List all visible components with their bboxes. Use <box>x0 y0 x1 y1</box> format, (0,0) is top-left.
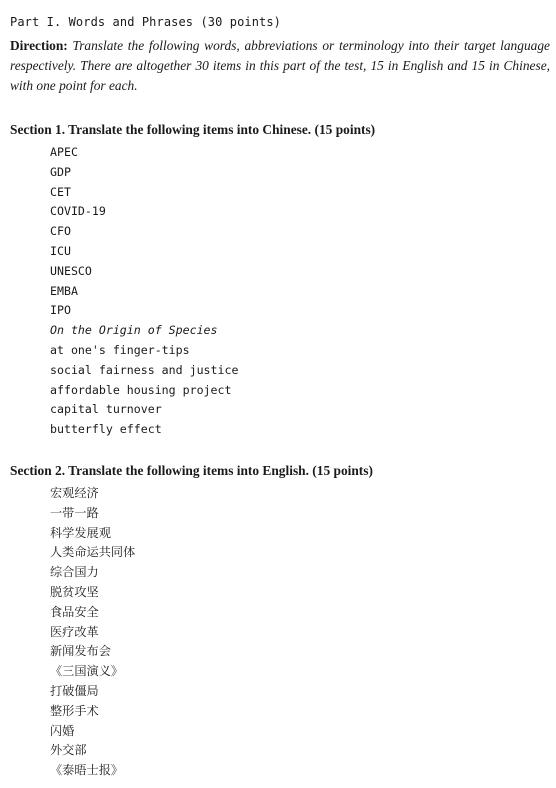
item-text: 科学发展观 <box>50 525 111 540</box>
direction-paragraph <box>10 36 550 96</box>
item-text: 人类命运共同体 <box>50 545 136 560</box>
item-text: GDP <box>50 164 71 179</box>
item-text: 外交部 <box>50 743 87 758</box>
item-text: 《泰晤士报》 <box>50 763 124 778</box>
item-text: CET <box>50 184 71 199</box>
item-text: EMBA <box>50 283 78 298</box>
section2-heading: Section 2. Translate the following items into English. (15 points) <box>10 463 373 478</box>
direction-lead: Direction: <box>10 38 68 53</box>
item-text: 医疗改革 <box>50 624 99 639</box>
item-text: IPO <box>50 303 71 318</box>
item-text: 新闻发布会 <box>50 644 111 659</box>
item-text: 闪婚 <box>50 723 75 738</box>
item-text: social fairness and justice <box>50 362 239 377</box>
item-text: UNESCO <box>50 263 92 278</box>
item-text: COVID-19 <box>50 204 106 219</box>
item-text: capital turnover <box>50 402 162 417</box>
item-text: butterfly effect <box>50 422 162 437</box>
part-title: Part I. Words and Phrases (30 points) <box>10 15 282 29</box>
direction-body: Translate the following words, abbreviations or terminology into their target language respectively. There are altogether 30 items in this part of the test, 15 in English and 15 in Chinese, with one point for each. <box>10 38 550 93</box>
item-text: APEC <box>50 145 78 159</box>
item-text: 《三国演义》 <box>50 664 124 679</box>
item-text: at one's finger-tips <box>50 342 190 357</box>
item-text: 宏观经济 <box>50 486 99 500</box>
item-text: 食品安全 <box>50 604 99 619</box>
item-text: 打破僵局 <box>50 683 99 698</box>
item-text: 综合国力 <box>50 565 99 580</box>
item-text: 一带一路 <box>50 505 99 520</box>
item-text: 整形手术 <box>50 703 99 718</box>
item-text-book-title: On the Origin of Species <box>50 323 218 338</box>
item-text: 脱贫攻坚 <box>50 584 99 599</box>
item-text: CFO <box>50 224 71 239</box>
item-text: affordable housing project <box>50 382 232 397</box>
item-text: ICU <box>50 243 71 258</box>
section1-heading: Section 1. Translate the following items into Chinese. (15 points) <box>10 122 376 137</box>
